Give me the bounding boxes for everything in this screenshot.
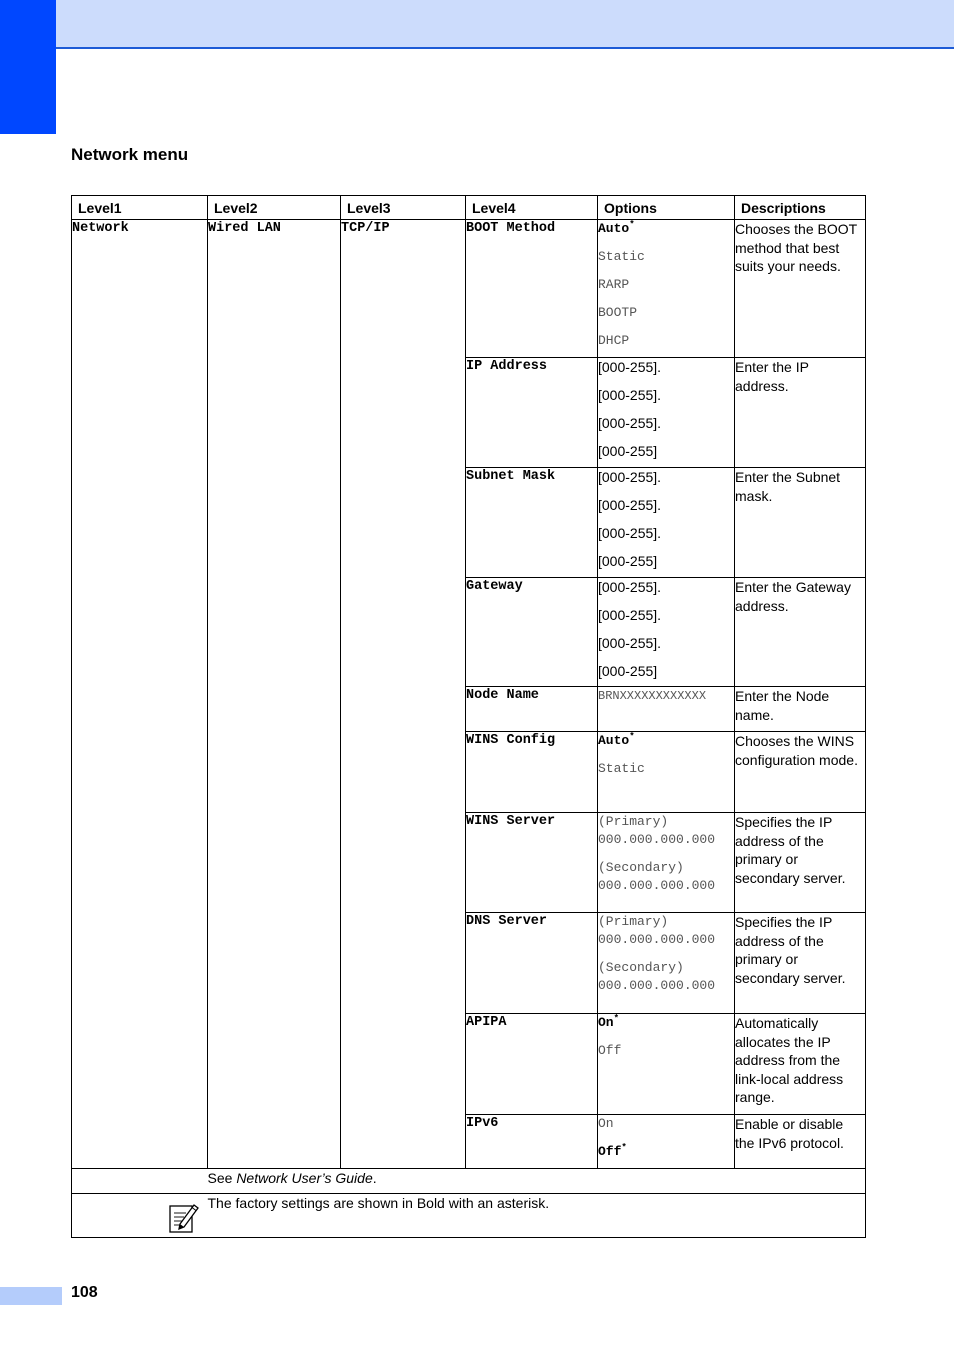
description-cell: Specifies the IP address of the primary or secondary server.: [735, 913, 866, 1014]
options-cell: [598, 578, 735, 687]
level4-cell: WINS Config: [466, 732, 598, 813]
level4-cell: APIPA: [466, 1014, 598, 1115]
option-item: Off*: [598, 1142, 627, 1159]
option-item: [000-255].: [598, 469, 662, 485]
level4-cell: IPv6: [466, 1115, 598, 1169]
description-cell: Enter the Subnet mask.: [735, 468, 866, 578]
factory-note-row: [72, 1194, 866, 1238]
page-number-tab: [0, 1287, 62, 1305]
options-cell: [598, 913, 735, 1014]
option-item: [000-255].: [598, 387, 662, 403]
chapter-tab: [0, 0, 56, 134]
option-item: (Secondary): [598, 860, 684, 875]
option-item: On: [598, 1116, 614, 1131]
level4-cell: WINS Server: [466, 813, 598, 913]
header-level3: Level3: [341, 196, 466, 220]
option-item: Off: [598, 1043, 622, 1058]
header-row: [72, 196, 866, 220]
option-item: Auto*: [598, 731, 635, 748]
header-options: Options: [598, 196, 735, 220]
factory-settings-note: The factory settings are shown in Bold with an asterisk.: [208, 1194, 866, 1238]
level3-cell: TCP/IP: [341, 220, 466, 1169]
description-cell: Automatically allocates the IP address from the link-local address range.: [735, 1014, 866, 1115]
option-item: 000.000.000.000: [598, 832, 716, 847]
network-menu-table: [71, 195, 866, 1238]
option-item: (Primary): [598, 914, 669, 929]
options-cell: [598, 220, 735, 358]
level4-cell: IP Address: [466, 358, 598, 468]
option-item: BOOTP: [598, 305, 638, 320]
header-descriptions: Descriptions: [735, 196, 866, 220]
description-cell: Specifies the IP address of the primary or secondary server.: [735, 813, 866, 913]
level4-cell: Node Name: [466, 687, 598, 732]
option-item: 000.000.000.000: [598, 878, 716, 893]
option-item: (Primary): [598, 814, 669, 829]
option-item: 000.000.000.000: [598, 978, 716, 993]
option-item: DHCP: [598, 333, 630, 348]
options-cell: [598, 732, 735, 813]
option-item: (Secondary): [598, 960, 684, 975]
options-cell: [598, 687, 735, 732]
option-item: BRNXXXXXXXXXXXX: [598, 689, 707, 703]
description-cell: Chooses the BOOT method that best suits your needs.: [735, 220, 866, 358]
level1-cell: Network: [72, 220, 208, 1169]
option-item: Static: [598, 249, 645, 264]
header-level4: Level4: [466, 196, 598, 220]
table-row: [72, 220, 866, 358]
option-item: [000-255].: [598, 497, 662, 513]
option-item: Auto*: [598, 219, 635, 236]
option-item: On*: [598, 1013, 620, 1030]
option-item: [000-255].: [598, 579, 662, 595]
option-item: [000-255].: [598, 635, 662, 651]
top-header-band: [0, 0, 954, 49]
see-guide-row: [72, 1169, 866, 1194]
guide-title: Network User’s Guide: [236, 1170, 373, 1186]
see-guide-note: See Network User’s Guide.: [208, 1169, 866, 1194]
options-cell: [598, 1115, 735, 1169]
option-item: [000-255].: [598, 415, 662, 431]
header-level1: Level1: [72, 196, 208, 220]
options-cell: [598, 1014, 735, 1115]
option-item: Static: [598, 761, 645, 776]
options-cell: [598, 358, 735, 468]
option-item: RARP: [598, 277, 630, 292]
level4-cell: Subnet Mask: [466, 468, 598, 578]
option-item: [000-255]: [598, 553, 658, 569]
description-cell: Enter the Node name.: [735, 687, 866, 732]
level4-cell: BOOT Method: [466, 220, 598, 358]
page-number: 108: [71, 1284, 98, 1301]
description-cell: Enter the IP address.: [735, 358, 866, 468]
options-cell: [598, 813, 735, 913]
header-level2: Level2: [208, 196, 341, 220]
description-cell: Enable or disable the IPv6 protocol.: [735, 1115, 866, 1169]
section-title: Network menu: [71, 145, 189, 164]
option-item: [000-255].: [598, 525, 662, 541]
option-item: [000-255]: [598, 663, 658, 679]
description-cell: Chooses the WINS configuration mode.: [735, 732, 866, 813]
option-item: [000-255].: [598, 607, 662, 623]
option-item: [000-255]: [598, 443, 658, 459]
note-pencil-icon: [166, 1199, 202, 1235]
level4-cell: DNS Server: [466, 913, 598, 1014]
level4-cell: Gateway: [466, 578, 598, 687]
option-item: [000-255].: [598, 359, 662, 375]
level2-cell: Wired LAN: [208, 220, 341, 1169]
options-cell: [598, 468, 735, 578]
description-cell: Enter the Gateway address.: [735, 578, 866, 687]
option-item: 000.000.000.000: [598, 932, 716, 947]
